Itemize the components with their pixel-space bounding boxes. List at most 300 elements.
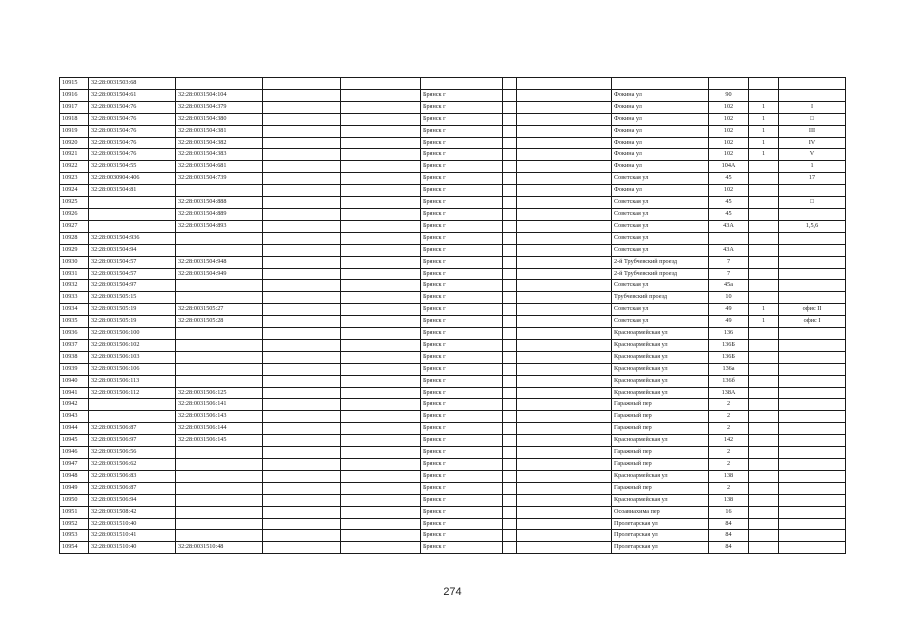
cell-row-number: 10950 [60,494,89,506]
cell-city: Брянск г [421,304,503,316]
cell-col-8 [517,125,612,137]
cell-cadastral-parent: 32:28:0031506:97 [89,435,176,447]
cell-col-4 [263,375,341,387]
cell-street: Красноармейская ул [612,363,709,375]
cell-col-5 [341,542,421,554]
cell-building [749,411,779,423]
cell-col-7 [503,423,517,435]
cell-cadastral-parent: 32:28:0031504:76 [89,101,176,113]
cell-cadastral-parent: 32:28:0031510:41 [89,530,176,542]
cell-col-7 [503,161,517,173]
cell-cadastral-number: 32:28:0031505:28 [176,316,263,328]
cell-col-4 [263,304,341,316]
cell-cadastral-number [176,244,263,256]
cell-premises [779,435,846,447]
cell-col-8 [517,197,612,209]
cell-cadastral-number [176,363,263,375]
cell-col-5 [341,518,421,530]
cell-house-number: 102 [709,137,749,149]
cell-col-7 [503,482,517,494]
cell-cadastral-parent: 32:28:0031505:15 [89,292,176,304]
cell-cadastral-parent: 32:28:0031506:113 [89,375,176,387]
cell-city: Брянск г [421,173,503,185]
cell-col-8 [517,399,612,411]
cell-cadastral-number [176,280,263,292]
cell-city: Брянск г [421,423,503,435]
cell-col-8 [517,328,612,340]
cell-cadastral-number [176,375,263,387]
cell-street: Красноармейская ул [612,351,709,363]
cell-cadastral-parent: 32:28:0031506:103 [89,351,176,363]
cell-cadastral-parent: 32:28:0031506:94 [89,494,176,506]
cell-street: Фокина ул [612,161,709,173]
cell-col-5 [341,363,421,375]
cell-row-number: 10952 [60,518,89,530]
cell-col-8 [517,447,612,459]
cell-street: Красноармейская ул [612,387,709,399]
cell-col-7 [503,232,517,244]
cell-cadastral-parent: 32:28:0031505:19 [89,304,176,316]
cell-row-number: 10922 [60,161,89,173]
cell-street: Гаражный пер [612,482,709,494]
cell-col-4 [263,387,341,399]
cell-col-8 [517,470,612,482]
table-row [60,411,846,423]
cell-col-5 [341,292,421,304]
cell-col-4 [263,292,341,304]
cell-city [421,78,503,90]
cell-house-number: 45 [709,197,749,209]
cell-col-7 [503,375,517,387]
table-row [60,387,846,399]
cell-col-7 [503,363,517,375]
cell-premises [779,518,846,530]
cell-street: Советская ул [612,244,709,256]
cell-building [749,197,779,209]
cell-cadastral-parent: 32:28:0031504:936 [89,232,176,244]
table-row [60,435,846,447]
cell-col-5 [341,78,421,90]
table-row [60,423,846,435]
cell-row-number: 10925 [60,197,89,209]
cell-col-5 [341,101,421,113]
cell-city: Брянск г [421,470,503,482]
cell-premises [779,387,846,399]
cell-col-5 [341,328,421,340]
table-row [60,149,846,161]
cell-col-4 [263,339,341,351]
cell-house-number: 84 [709,542,749,554]
cell-building: 1 [749,316,779,328]
cell-premises [779,280,846,292]
cell-row-number: 10945 [60,435,89,447]
cell-street: Фокина ул [612,185,709,197]
cell-premises [779,411,846,423]
cell-col-7 [503,387,517,399]
cell-street: Гаражный пер [612,459,709,471]
cell-col-7 [503,518,517,530]
table-row [60,208,846,220]
cell-cadastral-number: 32:28:0031504:381 [176,125,263,137]
cell-city: Брянск г [421,89,503,101]
cell-street: 2-й Трубчевский проезд [612,268,709,280]
cell-col-7 [503,399,517,411]
cell-cadastral-number: 32:28:0031506:125 [176,387,263,399]
registry-table-body [60,78,846,554]
cell-col-4 [263,208,341,220]
cell-col-7 [503,173,517,185]
cell-col-5 [341,197,421,209]
table-row [60,173,846,185]
table-row [60,459,846,471]
cell-row-number: 10947 [60,459,89,471]
cell-premises [779,447,846,459]
cell-building [749,161,779,173]
cell-col-7 [503,411,517,423]
cell-street: 2-й Трубчевский проезд [612,256,709,268]
cell-cadastral-parent: 32:28:0031504:57 [89,268,176,280]
cell-col-4 [263,459,341,471]
cell-col-5 [341,506,421,518]
cell-col-4 [263,173,341,185]
cell-street: Пролетарская ул [612,530,709,542]
cell-premises [779,328,846,340]
cell-house-number: 142 [709,435,749,447]
cell-cadastral-number [176,482,263,494]
cell-street: Фокина ул [612,149,709,161]
cell-cadastral-parent: 32:28:0031510:40 [89,518,176,530]
cell-col-4 [263,137,341,149]
cell-building [749,292,779,304]
cell-col-5 [341,423,421,435]
cell-cadastral-number [176,351,263,363]
cell-col-7 [503,542,517,554]
cell-street: Красноармейская ул [612,339,709,351]
cell-premises: □ [779,197,846,209]
cell-building [749,89,779,101]
cell-building: 1 [749,137,779,149]
cell-col-8 [517,173,612,185]
cell-premises: □ [779,113,846,125]
cell-city: Брянск г [421,459,503,471]
cell-building [749,268,779,280]
cell-street: Красноармейская ул [612,375,709,387]
cell-cadastral-parent: 32:28:0031505:19 [89,316,176,328]
cell-city: Брянск г [421,113,503,125]
cell-premises [779,351,846,363]
cell-house-number: 2 [709,423,749,435]
cell-col-5 [341,208,421,220]
cell-col-8 [517,232,612,244]
cell-street: Гаражный пер [612,399,709,411]
cell-cadastral-parent [89,399,176,411]
cell-premises [779,542,846,554]
cell-col-7 [503,185,517,197]
table-row [60,268,846,280]
cell-row-number: 10942 [60,399,89,411]
cell-city: Брянск г [421,149,503,161]
cell-col-8 [517,244,612,256]
cell-cadastral-number [176,518,263,530]
cell-premises: офис I [779,316,846,328]
cell-col-8 [517,506,612,518]
cell-building [749,399,779,411]
cell-col-8 [517,423,612,435]
cell-cadastral-parent: 32:28:0031503:68 [89,78,176,90]
cell-col-7 [503,78,517,90]
cell-row-number: 10943 [60,411,89,423]
cell-building: 1 [749,125,779,137]
cell-cadastral-number: 32:28:0031506:141 [176,399,263,411]
cell-col-7 [503,208,517,220]
cell-house-number: 102 [709,101,749,113]
cell-col-7 [503,506,517,518]
cell-city: Брянск г [421,399,503,411]
cell-col-7 [503,268,517,280]
cell-house-number: 45а [709,280,749,292]
cell-row-number: 10937 [60,339,89,351]
cell-col-8 [517,149,612,161]
cell-col-8 [517,185,612,197]
cell-cadastral-number: 32:28:0031504:681 [176,161,263,173]
cell-cadastral-number [176,459,263,471]
cell-city: Брянск г [421,232,503,244]
cell-row-number: 10948 [60,470,89,482]
cell-col-4 [263,399,341,411]
cell-house-number: 84 [709,530,749,542]
cell-col-5 [341,161,421,173]
cell-cadastral-number [176,494,263,506]
cell-street: Пролетарская ул [612,542,709,554]
cell-row-number: 10934 [60,304,89,316]
cell-street: Советская ул [612,197,709,209]
cell-city: Брянск г [421,518,503,530]
table-row [60,363,846,375]
cell-cadastral-parent: 32:28:0031506:100 [89,328,176,340]
cell-col-8 [517,78,612,90]
cell-cadastral-number: 32:28:0031506:144 [176,423,263,435]
cell-street: Гаражный пер [612,423,709,435]
cell-row-number: 10941 [60,387,89,399]
cell-building [749,530,779,542]
cell-col-5 [341,494,421,506]
cell-street: Красноармейская ул [612,328,709,340]
cell-row-number: 10949 [60,482,89,494]
cell-house-number: 102 [709,125,749,137]
cell-cadastral-parent: 32:28:0031510:40 [89,542,176,554]
cell-house-number: 84 [709,518,749,530]
cell-col-8 [517,351,612,363]
cell-cadastral-number: 32:28:0031504:379 [176,101,263,113]
cell-col-7 [503,328,517,340]
cell-premises [779,470,846,482]
cell-city: Брянск г [421,363,503,375]
table-row [60,244,846,256]
cell-building: 1 [749,149,779,161]
cell-house-number: 2 [709,459,749,471]
cell-col-7 [503,447,517,459]
cell-city: Брянск г [421,494,503,506]
cell-street: Красноармейская ул [612,470,709,482]
cell-col-7 [503,149,517,161]
cell-premises [779,399,846,411]
cell-building [749,185,779,197]
cell-cadastral-number [176,506,263,518]
cell-col-8 [517,375,612,387]
cell-house-number: 138 [709,470,749,482]
cell-col-5 [341,232,421,244]
cell-col-8 [517,137,612,149]
cell-col-4 [263,518,341,530]
cell-city: Брянск г [421,482,503,494]
cell-premises [779,268,846,280]
cell-col-7 [503,125,517,137]
cell-row-number: 10918 [60,113,89,125]
cell-col-4 [263,113,341,125]
cell-house-number: 102 [709,149,749,161]
cell-col-4 [263,411,341,423]
cell-city: Брянск г [421,280,503,292]
cell-city: Брянск г [421,375,503,387]
cell-col-4 [263,494,341,506]
cell-col-4 [263,435,341,447]
cell-house-number: 49 [709,316,749,328]
table-row [60,518,846,530]
cell-city: Брянск г [421,244,503,256]
cell-col-8 [517,459,612,471]
cell-city: Брянск г [421,161,503,173]
cell-row-number: 10924 [60,185,89,197]
cell-col-4 [263,161,341,173]
cell-house-number: 136а [709,363,749,375]
cell-street: Пролетарская ул [612,518,709,530]
cell-cadastral-parent [89,220,176,232]
cell-cadastral-number: 32:28:0031504:380 [176,113,263,125]
cell-col-5 [341,256,421,268]
cell-cadastral-number [176,78,263,90]
cell-col-5 [341,316,421,328]
cell-cadastral-number: 32:28:0031504:949 [176,268,263,280]
cell-house-number: 102 [709,113,749,125]
cell-building [749,256,779,268]
cell-col-8 [517,482,612,494]
cell-col-4 [263,328,341,340]
cell-premises: IV [779,137,846,149]
cell-cadastral-number [176,185,263,197]
cell-cadastral-number: 32:28:0031504:889 [176,208,263,220]
cell-col-4 [263,185,341,197]
cell-cadastral-number [176,292,263,304]
cell-row-number: 10939 [60,363,89,375]
cell-col-8 [517,304,612,316]
cell-row-number: 10946 [60,447,89,459]
cell-street: Советская ул [612,232,709,244]
cell-col-5 [341,339,421,351]
cell-house-number: 136Б [709,339,749,351]
cell-building [749,280,779,292]
cell-col-7 [503,137,517,149]
cell-city: Брянск г [421,316,503,328]
cell-col-4 [263,470,341,482]
table-row [60,125,846,137]
cell-building [749,518,779,530]
cell-house-number: 2 [709,482,749,494]
cell-col-8 [517,268,612,280]
cell-cadastral-number: 32:28:0031504:104 [176,89,263,101]
table-row [60,542,846,554]
cell-premises [779,530,846,542]
cell-row-number: 10920 [60,137,89,149]
cell-col-8 [517,101,612,113]
cell-street: Советская ул [612,208,709,220]
cell-col-8 [517,161,612,173]
cell-city: Брянск г [421,339,503,351]
cell-city: Брянск г [421,435,503,447]
cell-premises: офис II [779,304,846,316]
cell-city: Брянск г [421,101,503,113]
cell-col-8 [517,435,612,447]
cell-premises [779,292,846,304]
cell-row-number: 10923 [60,173,89,185]
cell-col-4 [263,482,341,494]
cell-city: Брянск г [421,328,503,340]
cell-col-5 [341,375,421,387]
cell-building [749,506,779,518]
cell-row-number: 10931 [60,268,89,280]
cell-cadastral-parent: 32:28:0031504:94 [89,244,176,256]
cell-house-number: 2 [709,447,749,459]
cell-col-8 [517,316,612,328]
cell-street: Гаражный пер [612,447,709,459]
cell-cadastral-number: 32:28:0031504:739 [176,173,263,185]
page-number: 274 [443,586,462,598]
cell-building [749,542,779,554]
cell-house-number: 2 [709,411,749,423]
cell-col-4 [263,268,341,280]
cell-col-5 [341,149,421,161]
cell-row-number: 10940 [60,375,89,387]
table-row [60,220,846,232]
cell-city: Брянск г [421,447,503,459]
cell-city: Брянск г [421,292,503,304]
cell-row-number: 10954 [60,542,89,554]
cell-col-8 [517,208,612,220]
cell-col-8 [517,89,612,101]
cell-premises [779,423,846,435]
cell-city: Брянск г [421,137,503,149]
cell-premises [779,482,846,494]
cell-building [749,208,779,220]
cell-premises [779,363,846,375]
cell-premises [779,494,846,506]
cell-row-number: 10927 [60,220,89,232]
cell-col-8 [517,530,612,542]
cell-col-4 [263,197,341,209]
cell-building [749,375,779,387]
table-row [60,280,846,292]
cell-house-number: 45 [709,173,749,185]
cell-building [749,351,779,363]
cell-col-7 [503,459,517,471]
cell-cadastral-number [176,470,263,482]
cell-col-4 [263,101,341,113]
cell-col-7 [503,256,517,268]
cell-premises [779,244,846,256]
cell-city: Брянск г [421,220,503,232]
cell-cadastral-number: 32:28:0031504:893 [176,220,263,232]
cell-street [612,78,709,90]
cell-cadastral-parent: 32:28:0030904:406 [89,173,176,185]
